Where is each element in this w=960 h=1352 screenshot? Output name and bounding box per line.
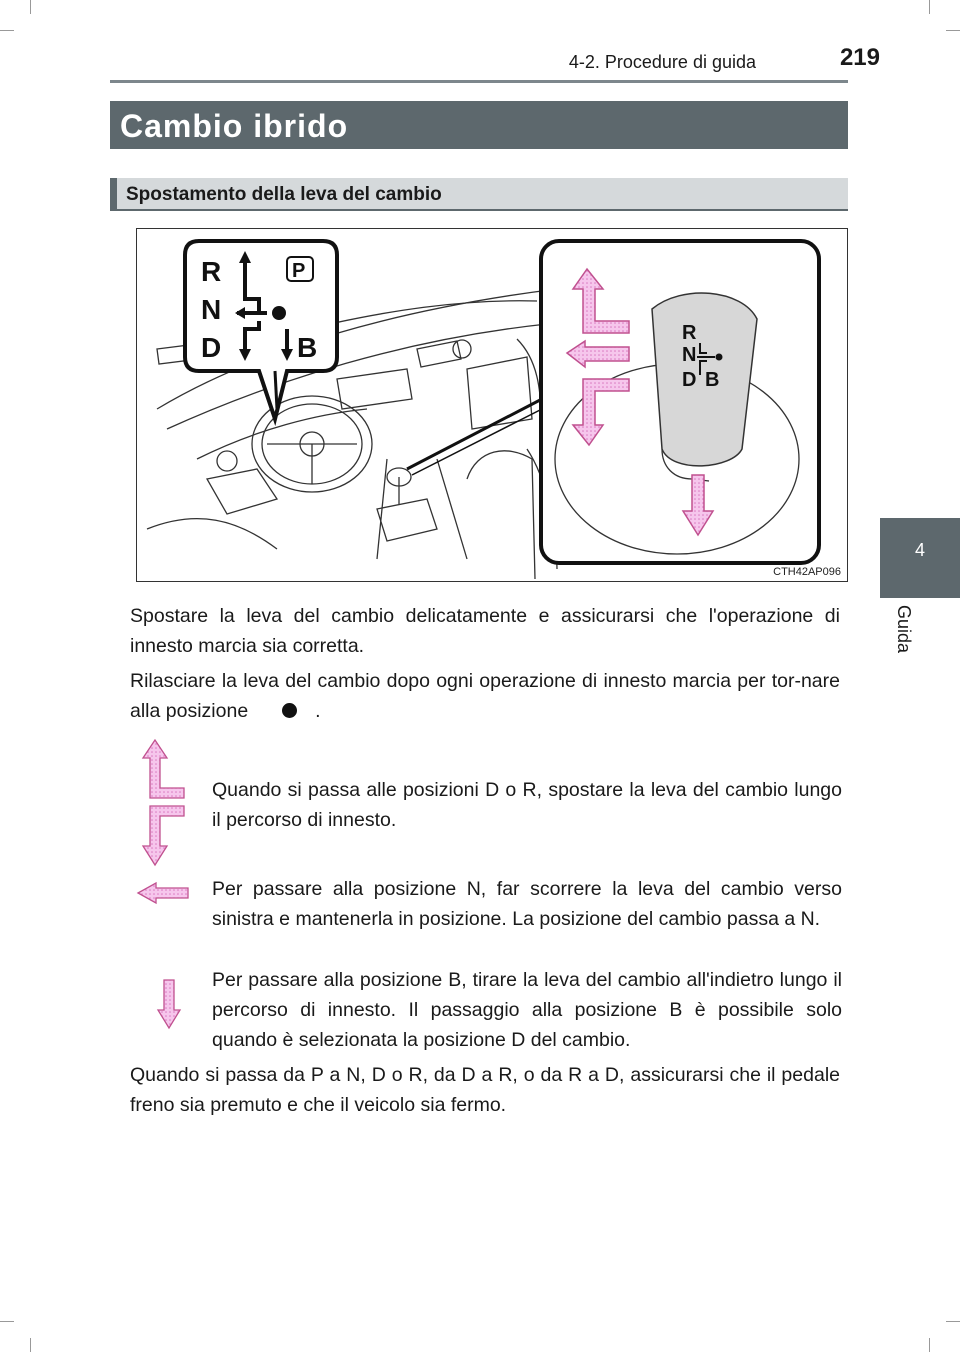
crop-mark [0,1321,14,1322]
knob-letter-b: B [705,369,720,391]
chapter-label [893,605,933,685]
header-rule [110,80,848,83]
callout-letter-b: B [297,332,318,363]
legend-text-n: Per passare alla posizione N, far scorrere la leva del cambio verso sinistra e mantenerla in posizione. La posizione del cambio passa a N. [212,878,842,930]
crop-mark [929,1338,930,1352]
paragraph-2 [130,666,840,726]
shift-pattern-callout [185,241,337,419]
d-r-path-arrows-icon [138,738,188,868]
shift-lever-figure [136,228,848,582]
page-number: 219 [839,44,880,71]
crop-mark [0,30,14,31]
title-band [110,101,848,149]
subsection-title: Spostamento della leva del cambio [126,184,442,205]
down-arrow-icon [156,978,182,1030]
subsection-accent [110,178,117,209]
crop-mark [946,1321,960,1322]
paragraph-2-end: . [315,700,321,722]
chapter-number: 4 [914,540,925,560]
running-head: 4-2. Procedure di guida [568,52,756,72]
chapter-tab [880,518,960,598]
callout-letter-d: D [201,332,222,363]
callout-letter-n: N [201,294,222,325]
knob-letter-d: D [682,369,697,391]
cockpit-illustration [137,229,847,581]
knob-letter-n: N [682,344,697,366]
callout-letter-p: P [292,260,306,282]
figure-code: CTH42AP096 [773,566,841,578]
knob-letter-r: R [682,322,697,344]
paragraph-2-text: Rilasciare la leva del cambio dopo ogni operazione di innesto marcia per tor-nare alla posizione [130,670,840,722]
crop-mark [946,30,960,31]
crop-mark [30,1338,31,1352]
shift-knob-detail [541,241,819,563]
callout-letter-r: R [201,256,222,287]
neutral-dot-icon [282,703,297,718]
closing-paragraph: Quando si passa da P a N, D o R, da D a R, o da R a D, assicurarsi che il pedale freno sia premuto e che il veicolo sia fermo. [130,1064,840,1116]
page-title: Cambio ibrido [120,108,349,144]
paragraph-1: Spostare la leva del cambio delicatamente e assicurarsi che l'operazione di innesto marcia sia corretta. [130,605,840,657]
crop-mark [929,0,930,14]
left-arrow-icon [136,880,190,906]
crop-mark [30,0,31,14]
chapter-label-text: Guida [894,605,914,654]
legend-text-d-r: Quando si passa alle posizioni D o R, spostare la leva del cambio lungo il percorso di innesto. [212,779,842,831]
legend-text-b: Per passare alla posizione B, tirare la leva del cambio all'indietro lungo il percorso di innesto. Il passaggio alla posizione B è possibile solo quando è selezionata la posizione D del cambio. [212,969,842,1051]
subsection-bar [110,178,848,211]
